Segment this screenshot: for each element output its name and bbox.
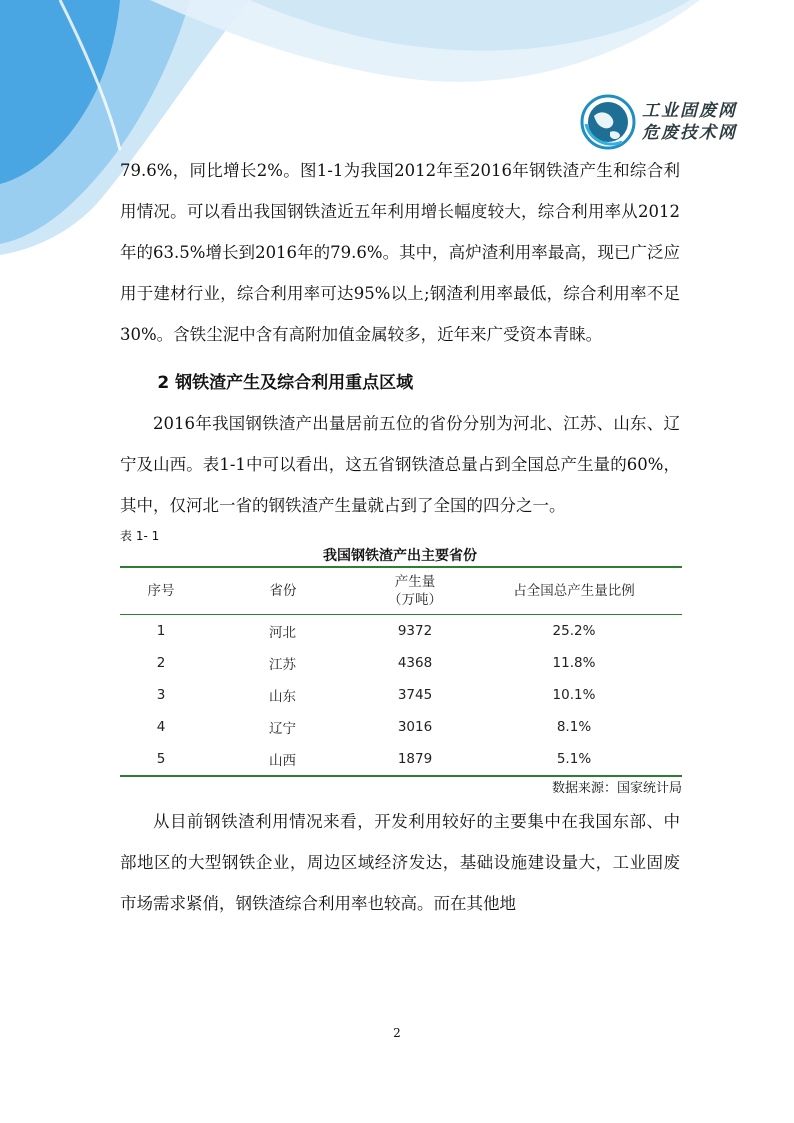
site-logo — [580, 94, 737, 154]
table-label: 表 1- 1 — [120, 529, 160, 543]
cell-share: 25.2% — [552, 623, 596, 639]
table-source: 数据来源：国家统计局 — [551, 781, 682, 796]
header-output — [364, 567, 466, 615]
table-row — [120, 647, 682, 679]
header-province: 省份 — [202, 567, 364, 615]
table-row — [120, 743, 682, 776]
paragraph-3: 从目前钢铁渣利用情况来看，开发利用较好的主要集中在我国东部、中部地区的大型钢铁企业，周边区域经济发达，基础设施建设量大，工业固废市场需求紧俏，钢铁渣综合利用率也较高。而在其他地 — [120, 812, 680, 913]
cell-output: 3745 — [397, 687, 433, 703]
cell-province: 山西 — [269, 753, 296, 769]
cell-share: 11.8% — [552, 655, 596, 671]
cell-output: 4368 — [397, 655, 433, 671]
table-row — [120, 711, 682, 743]
header-no: 序号 — [120, 567, 202, 615]
paragraph-1: 79.6%，同比增长2%。图1-1为我国2012年至2016年钢铁渣产生和综合利用情况。可以看出我国钢铁渣近五年利用增长幅度较大，综合利用率从2012年的63.5%增长到2016年的79.6%。其中，高炉渣利用率最高，现已广泛应用于建材行业，综合利用率可达95%以上;钢渣利用率最低，综合利用率不足30%。含铁尘泥中含有高附加值金属较多，近年来广受资本青睐。 — [120, 161, 680, 344]
paragraph-2: 2016年我国钢铁渣产出量居前五位的省份分别为河北、江苏、山东、辽宁及山西。表1-1中可以看出，这五省钢铁渣总量占到全国总产生量的60%，其中，仅河北一省的钢铁渣产生量就占到了全国的四分之一。 — [120, 414, 680, 515]
province-output-table — [120, 566, 682, 777]
cell-no: 4 — [156, 719, 166, 735]
cell-output: 9372 — [397, 623, 433, 639]
page-number: 2 — [393, 1026, 401, 1040]
cell-no: 5 — [156, 751, 166, 767]
cell-province: 山东 — [269, 689, 296, 705]
cell-output: 3016 — [397, 719, 433, 735]
header-output-line-1: 产生量 — [394, 574, 436, 590]
table-title: 我国钢铁渣产出主要省份 — [323, 548, 477, 564]
cell-share: 5.1% — [556, 751, 592, 767]
cell-province: 江苏 — [269, 657, 296, 673]
cell-no: 3 — [156, 687, 166, 703]
cell-province: 辽宁 — [269, 721, 296, 737]
cell-share: 10.1% — [552, 687, 596, 703]
table-row — [120, 615, 682, 648]
globe-icon — [580, 94, 636, 150]
logo-line-1: 工业固废网 — [642, 101, 737, 121]
cell-province: 河北 — [269, 625, 296, 641]
document-body — [120, 150, 680, 924]
logo-line-2: 危废技术网 — [642, 123, 737, 143]
cell-share: 8.1% — [556, 719, 592, 735]
cell-output: 1879 — [397, 751, 433, 767]
header-share: 占全国总产生量比例 — [466, 567, 682, 615]
table-header-row — [120, 567, 682, 615]
table-row — [120, 679, 682, 711]
cell-no: 2 — [156, 655, 166, 671]
cell-no: 1 — [156, 623, 166, 639]
section-heading: 2 钢铁渣产生及综合利用重点区域 — [157, 373, 414, 393]
header-output-line-2: （万吨） — [388, 592, 442, 608]
